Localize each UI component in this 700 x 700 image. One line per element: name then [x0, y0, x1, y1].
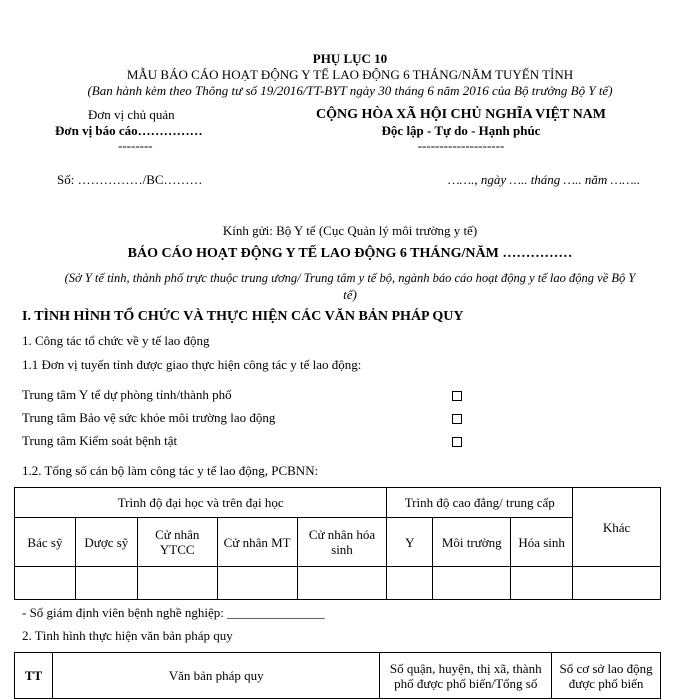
cell-medical[interactable]	[387, 567, 433, 600]
header-college: Trình độ cao đẳng/ trung cấp	[387, 488, 573, 518]
header-other: Khác	[573, 488, 661, 567]
col-legal-docs: Văn bản pháp quy	[52, 653, 379, 699]
national-motto: Độc lập - Tự do - Hạnh phúc	[381, 123, 541, 138]
cell-other[interactable]	[573, 567, 661, 600]
header-university: Trình độ đại học và trên đại học	[15, 488, 387, 518]
document-number: Số: ……………/BC………	[57, 172, 203, 187]
col-public-health: Cử nhân YTCC	[137, 518, 217, 567]
cell-public-health[interactable]	[137, 567, 217, 600]
cell-biochem[interactable]	[511, 567, 573, 600]
item-2: 2. Tình hình thực hiện văn bản pháp quy	[22, 628, 233, 643]
legal-docs-table	[14, 652, 661, 699]
col-environment-bachelor: Cử nhân MT	[217, 518, 297, 567]
cell-biochem-bachelor[interactable]	[297, 567, 387, 600]
addressee: Kính gửi: Bộ Y tế (Cục Quản lý môi trường y tế)	[222, 223, 478, 238]
option-preventive-medicine: Trung tâm Y tế dự phòng tỉnh/thành phố	[22, 387, 232, 402]
issued-note: (Ban hành kèm theo Thông tư số 19/2016/TT-BYT ngày 30 tháng 6 năm 2016 của Bộ trưởng Bộ Y tế)	[87, 83, 613, 98]
col-biochem: Hóa sinh	[511, 518, 573, 567]
item-1: 1. Công tác tổ chức về y tế lao động	[22, 333, 210, 348]
cell-environment-bachelor[interactable]	[217, 567, 297, 600]
scope-note-line-2: tế)	[343, 287, 357, 302]
col-biochem-bachelor: Cử nhân hóa sinh	[297, 518, 387, 567]
col-facilities-line-2: được phổ biến	[568, 675, 644, 691]
staff-table	[14, 487, 661, 600]
option-disease-control: Trung tâm Kiểm soát bệnh tật	[22, 433, 178, 448]
reporting-unit: Đơn vị báo cáo……………	[55, 123, 203, 138]
report-title: BÁO CÁO HOẠT ĐỘNG Y TẾ LAO ĐỘNG 6 THÁNG/NĂM ……………	[127, 246, 573, 261]
col-facilities-line-1: Số cơ sở lao động	[559, 660, 653, 676]
appendix-number: PHỤ LỤC 10	[312, 51, 388, 66]
form-title: MẪU BÁO CÁO HOẠT ĐỘNG Y TẾ LAO ĐỘNG 6 THÁNG/NĂM TUYẾN TỈNH	[126, 67, 574, 82]
right-divider: --------------------	[417, 138, 505, 153]
cell-environment[interactable]	[433, 567, 511, 600]
col-tt: TT	[15, 653, 53, 699]
col-medical: Y	[387, 518, 433, 567]
col-facilities	[552, 653, 661, 699]
document-date: ……., ngày ….. tháng ….. năm ……..	[448, 172, 641, 187]
checkbox-occupational-health[interactable]	[452, 414, 462, 424]
col-districts	[380, 653, 552, 699]
item-1-2: 1.2. Tổng số cán bộ làm công tác y tế lao động, PCBNN:	[22, 463, 319, 478]
cell-doctor[interactable]	[15, 567, 76, 600]
section-1-heading: I. TÌNH HÌNH TỔ CHỨC VÀ THỰC HIỆN CÁC VĂN BẢN PHÁP QUY	[22, 309, 464, 324]
col-districts-line-2: phố được phổ biến/Tổng số	[394, 675, 538, 691]
option-occupational-health: Trung tâm Bảo vệ sức khỏe môi trường lao động	[22, 410, 276, 425]
managing-unit: Đơn vị chủ quản	[88, 107, 175, 122]
scope-note-line-1: (Sở Y tế tỉnh, thành phố trực thuộc trung ương/ Trung tâm y tế bộ, ngành báo cáo hoạt động y tế lao động về Bộ Y	[64, 271, 636, 285]
checkbox-disease-control[interactable]	[452, 437, 462, 447]
cell-pharmacist[interactable]	[75, 567, 137, 600]
checkbox-preventive-medicine[interactable]	[452, 391, 462, 401]
col-doctor: Bác sỹ	[15, 518, 76, 567]
republic-name: CỘNG HÒA XÃ HỘI CHỦ NGHĨA VIỆT NAM	[315, 107, 606, 122]
assessor-count: - Số giám định viên bệnh nghề nghiệp: _______________	[22, 605, 325, 620]
item-1-1: 1.1 Đơn vị tuyến tỉnh được giao thực hiện công tác y tế lao động:	[22, 357, 362, 372]
col-pharmacist: Dược sỹ	[75, 518, 137, 567]
col-environment: Môi trường	[433, 518, 511, 567]
col-districts-line-1: Số quận, huyện, thị xã, thành	[389, 660, 542, 676]
left-divider: --------	[118, 138, 153, 153]
